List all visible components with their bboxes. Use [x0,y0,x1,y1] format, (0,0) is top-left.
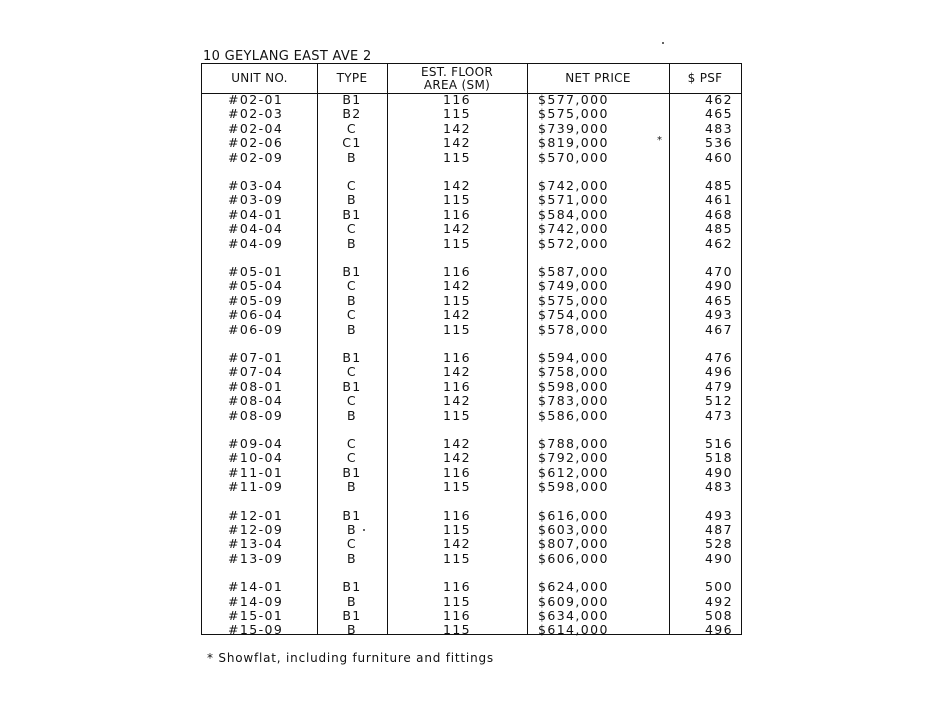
cell-price: $572,000 [538,235,609,251]
cell-unit: #02-09 [228,149,284,165]
cell-psf: 483 [704,120,733,136]
cell-area: 142 [442,278,472,294]
cell-type: B [347,235,357,251]
cell-psf: 473 [704,407,733,423]
cell-price: $594,000 [538,350,609,365]
cell-price: $575,000 [538,292,609,308]
cell-type: B1 [342,350,362,365]
cell-psf: 485 [704,178,733,193]
cell-area: 115 [442,292,472,308]
cell-area: 115 [442,550,472,566]
cell-price: $792,000 [538,450,609,466]
cell-area: 142 [442,120,472,136]
cell-type: B2 [342,106,362,122]
cell-type: C [346,120,358,136]
cell-price: $754,000 [538,307,609,323]
cell-price: $739,000 [538,120,609,136]
cell-type: B [347,479,357,495]
cell-unit: #09-04 [228,436,284,451]
cell-unit: #03-09 [228,192,284,208]
cell-unit: #07-01 [228,350,284,365]
cell-price: $783,000 [538,393,609,409]
cell-price: $758,000 [538,364,609,380]
cell-psf: 470 [704,264,733,279]
cell-type: B [347,321,357,337]
cell-area: 115 [442,106,472,122]
cell-unit: #05-09 [228,292,284,308]
cell-type: C [346,178,358,193]
cell-unit: #08-04 [228,393,284,409]
column-divider [527,64,528,634]
cell-psf: 476 [704,350,733,365]
document-title: 10 GEYLANG EAST AVE 2 [203,49,372,64]
cell-type: B [347,522,357,537]
cell-unit: #03-04 [228,178,284,193]
cell-type: B1 [342,464,362,480]
cell-price: $584,000 [538,206,609,222]
cell-area: 115 [442,149,472,165]
cell-unit: #02-01 [228,92,284,107]
cell-area: 115 [442,622,472,638]
cell-psf: 461 [704,192,733,208]
cell-area: 116 [442,608,472,623]
cell-area: 115 [442,235,472,251]
cell-price: $578,000 [538,321,609,337]
cell-psf: 493 [704,507,733,523]
cell-type: C [346,436,358,451]
cell-type: C [346,393,358,409]
cell-price: $598,000 [538,479,609,495]
cell-psf: 462 [704,92,733,107]
cell-psf: 465 [704,292,733,308]
showflat-marker: * [657,135,662,147]
cell-type: B1 [342,92,362,107]
cell-price: $570,000 [538,149,609,165]
cell-area: 116 [442,264,472,279]
cell-psf: 492 [704,593,733,609]
cell-area: 115 [442,522,472,537]
cell-price: $587,000 [538,264,609,279]
cell-psf: 518 [704,450,733,466]
cell-area: 115 [442,479,472,495]
cell-price: $614,000 [538,622,609,638]
cell-type: C [346,536,358,552]
cell-unit: #12-09 [228,522,284,537]
cell-psf: 460 [704,149,733,165]
cell-type: B1 [342,608,362,623]
cell-psf: 500 [704,579,733,595]
column-divider [669,64,670,634]
cell-unit: #08-09 [228,407,284,423]
cell-area: 142 [442,178,472,193]
cell-price: $606,000 [538,550,609,566]
cell-area: 116 [442,92,472,107]
cell-type: B1 [342,579,362,595]
cell-area: 116 [442,206,472,222]
cell-unit: #06-04 [228,307,284,323]
cell-unit: #02-06 [228,135,284,151]
cell-type: B [347,407,357,423]
cell-psf: 490 [704,278,733,294]
cell-price: $624,000 [538,579,609,595]
cell-price: $616,000 [538,507,609,523]
cell-area: 115 [442,407,472,423]
cell-area: 142 [442,221,472,237]
cell-psf: 496 [704,622,733,638]
cell-type: B [347,292,357,308]
cell-unit: #08-01 [228,378,284,394]
cell-unit: #13-04 [228,536,284,552]
cell-price: $586,000 [538,407,609,423]
cell-type: B [347,192,357,208]
cell-price: $598,000 [538,378,609,394]
header-type: TYPE [336,71,368,85]
cell-unit: #04-01 [228,206,284,222]
price-table [201,63,742,638]
cell-type: B [347,593,357,609]
cell-unit: #05-01 [228,264,284,279]
cell-type: C [346,450,358,466]
cell-type: B1 [342,507,362,523]
cell-psf: 536 [704,135,733,151]
cell-type: C [346,307,358,323]
cell-area: 115 [442,321,472,337]
cell-psf: 490 [704,464,733,480]
cell-psf: 487 [704,522,733,537]
cell-unit: #04-04 [228,221,284,237]
cell-type: C [346,221,358,237]
cell-unit: #05-04 [228,278,284,294]
cell-price: $571,000 [538,192,609,208]
cell-unit: #15-01 [228,608,284,623]
cell-area: 116 [442,507,472,523]
cell-unit: #10-04 [228,450,284,466]
cell-type: C [346,278,358,294]
cell-price: $788,000 [538,436,609,451]
cell-type: B1 [342,264,362,279]
cell-area: 115 [442,192,472,208]
cell-price: $609,000 [538,593,609,609]
header-net-price: NET PRICE [565,71,631,85]
scan-speck [662,42,664,44]
cell-unit: #11-09 [228,479,284,495]
cell-psf: 465 [704,106,733,122]
cell-psf: 468 [704,206,733,222]
header-floor-area: EST. FLOOR AREA (SM) [420,64,494,92]
cell-price: $742,000 [538,178,609,193]
cell-unit: #06-09 [228,321,284,337]
cell-area: 116 [442,464,472,480]
header-unit-no: UNIT NO. [231,71,288,85]
cell-psf: 467 [704,321,733,337]
cell-unit: #12-01 [228,507,284,523]
cell-psf: 479 [704,378,733,394]
cell-price: $742,000 [538,221,609,237]
cell-area: 142 [442,450,472,466]
cell-type: C [346,364,358,380]
cell-psf: 490 [704,550,733,566]
cell-psf: 485 [704,221,733,237]
cell-price: $749,000 [538,278,609,294]
cell-area: 142 [442,135,472,151]
cell-area: 116 [442,350,472,365]
cell-psf: 493 [704,307,733,323]
cell-unit: #15-09 [228,622,284,638]
header-psf: $ PSF [687,71,723,85]
cell-area: 142 [442,307,472,323]
cell-area: 142 [442,536,472,552]
cell-type: C1 [342,135,362,151]
cell-price: $634,000 [538,608,609,623]
cell-area: 115 [442,593,472,609]
cell-type: B [347,550,357,566]
cell-psf: 516 [704,436,733,451]
cell-price: $612,000 [538,464,609,480]
cell-type: B1 [342,378,362,394]
cell-unit: #04-09 [228,235,284,251]
cell-price: $577,000 [538,92,609,107]
cell-unit: #14-09 [228,593,284,609]
cell-psf: 496 [704,364,733,380]
cell-area: 116 [442,579,472,595]
cell-price: $575,000 [538,106,609,122]
cell-type: B [347,149,357,165]
cell-price: $807,000 [538,536,609,552]
cell-psf: 528 [704,536,733,552]
cell-unit: #02-04 [228,120,284,136]
cell-unit: #07-04 [228,364,284,380]
scan-speck [363,529,365,531]
cell-area: 116 [442,378,472,394]
cell-price: $819,000 [538,135,609,151]
cell-unit: #13-09 [228,550,284,566]
cell-price: $603,000 [538,522,609,537]
cell-area: 142 [442,393,472,409]
cell-area: 142 [442,364,472,380]
cell-unit: #02-03 [228,106,284,122]
cell-psf: 462 [704,235,733,251]
cell-type: B [347,622,357,638]
cell-unit: #14-01 [228,579,284,595]
cell-unit: #11-01 [228,464,284,480]
cell-area: 142 [442,436,472,451]
cell-type: B1 [342,206,362,222]
cell-psf: 512 [704,393,733,409]
cell-psf: 508 [704,608,733,623]
footnote: * Showflat, including furniture and fittings [207,651,494,665]
cell-psf: 483 [704,479,733,495]
